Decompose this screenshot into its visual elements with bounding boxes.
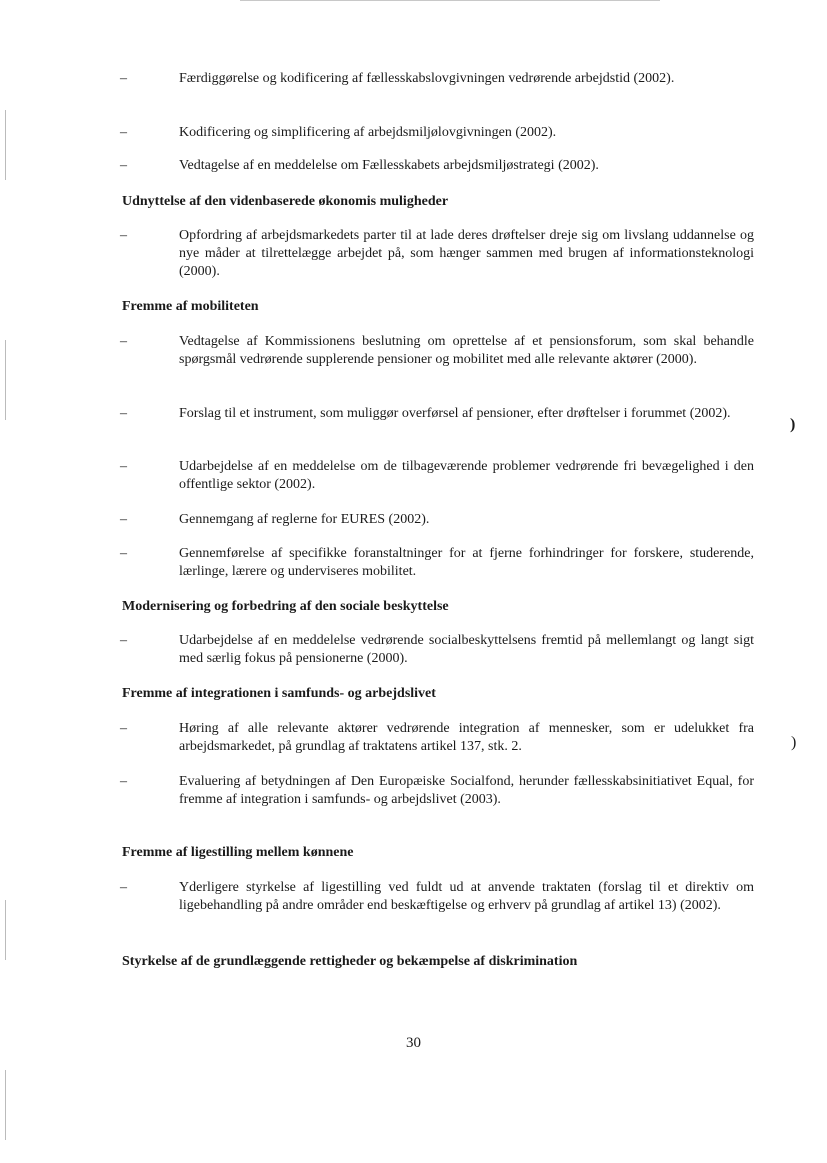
- bullet-dash: –: [120, 228, 127, 243]
- list-item-text: Gennemgang af reglerne for EURES (2002).: [179, 512, 430, 527]
- section-heading: Udnyttelse af den videnbaserede økonomis muligheder: [122, 194, 449, 209]
- margin-mark: ): [791, 734, 797, 751]
- margin-mark: ): [790, 416, 796, 433]
- list-item: [120, 458, 760, 494]
- list-item-text: Færdiggørelse og kodificering af fællesskabslovgivningen vedrørende arbejdstid (2002).: [179, 71, 675, 86]
- bullet-dash: –: [120, 334, 127, 349]
- list-item: [120, 124, 760, 142]
- bullet-dash: –: [120, 71, 127, 86]
- scan-edge-line: [240, 0, 660, 1]
- section-heading: Fremme af mobiliteten: [122, 299, 259, 314]
- list-item: [120, 720, 760, 756]
- list-item-text: Vedtagelse af Kommissionens beslutning om oprettelse af et pensionsforum, som skal behandle spørgsmål vedrørende supplerende pensioner og mobilitet med alle relevante aktører (2000).: [179, 334, 754, 367]
- scan-edge-line: [5, 900, 6, 960]
- bullet-dash: –: [120, 406, 127, 421]
- scan-edge-line: [5, 340, 6, 420]
- list-item-text: Kodificering og simplificering af arbejdsmiljølovgivningen (2002).: [179, 125, 557, 140]
- bullet-dash: –: [120, 125, 127, 140]
- list-item-text: Gennemførelse af specifikke foranstaltninger for at fjerne forhindringer for forskere, studerende, lærlinge, lærere og underviseres mobilitet.: [179, 546, 754, 579]
- list-item: [120, 70, 760, 88]
- scan-edge-line: [5, 110, 6, 180]
- list-item-text: Evaluering af betydningen af Den Europæiske Socialfond, herunder fællesskabsinitiativet Equal, for fremme af integration i samfunds- og arbejdslivet (2003).: [179, 774, 754, 807]
- list-item-text: Udarbejdelse af en meddelelse om de tilbageværende problemer vedrørende fri bevægelighed i den offentlige sektor (2002).: [179, 459, 754, 492]
- bullet-dash: –: [120, 546, 127, 561]
- bullet-dash: –: [120, 774, 127, 789]
- bullet-dash: –: [120, 459, 127, 474]
- list-item-text: Vedtagelse af en meddelelse om Fællesskabets arbejdsmiljøstrategi (2002).: [179, 158, 599, 173]
- list-item: [120, 773, 760, 809]
- list-item-text: Yderligere styrkelse af ligestilling ved fuldt ud at anvende traktaten (forslag til et direktiv om ligebehandling på andre områder end beskæftigelse og erhverv på grundlag af artikel 13) (2002).: [179, 880, 754, 913]
- list-item-text: Høring af alle relevante aktører vedrørende integration af mennesker, som er udelukket fra arbejdsmarkedet, på grundlag af traktatens artikel 137, stk. 2.: [179, 721, 754, 754]
- bullet-dash: –: [120, 633, 127, 648]
- list-item: [120, 333, 760, 369]
- list-item-text: Udarbejdelse af en meddelelse vedrørende socialbeskyttelsens fremtid på mellemlangt og langt sigt med særlig fokus på pensionerne (2000).: [179, 633, 754, 666]
- list-item: [120, 227, 760, 281]
- section-heading: Styrkelse af de grundlæggende rettigheder og bekæmpelse af diskrimination: [122, 954, 578, 969]
- list-item-text: Opfordring af arbejdsmarkedets parter til at lade deres drøftelser dreje sig om livslang uddannelse og nye måder at tilrettelægge arbejdet på, som hænger sammen med brugen af informationsteknologi (2000).: [179, 228, 754, 279]
- bullet-dash: –: [120, 880, 127, 895]
- list-item: [120, 545, 760, 581]
- bullet-dash: –: [120, 158, 127, 173]
- list-item: [120, 157, 760, 175]
- bullet-dash: –: [120, 512, 127, 527]
- section-heading: Modernisering og forbedring af den sociale beskyttelse: [122, 599, 449, 614]
- list-item-text: Forslag til et instrument, som muliggør overførsel af pensioner, efter drøftelser i forummet (2002).: [179, 406, 731, 421]
- section-heading: Fremme af ligestilling mellem kønnene: [122, 845, 354, 860]
- list-item: [120, 632, 760, 668]
- page-number: 30: [406, 1035, 421, 1051]
- list-item: [120, 405, 760, 423]
- list-item: [120, 511, 760, 529]
- bullet-dash: –: [120, 721, 127, 736]
- section-heading: Fremme af integrationen i samfunds- og arbejdslivet: [122, 686, 436, 701]
- list-item: [120, 879, 760, 915]
- scan-edge-line: [5, 1070, 6, 1140]
